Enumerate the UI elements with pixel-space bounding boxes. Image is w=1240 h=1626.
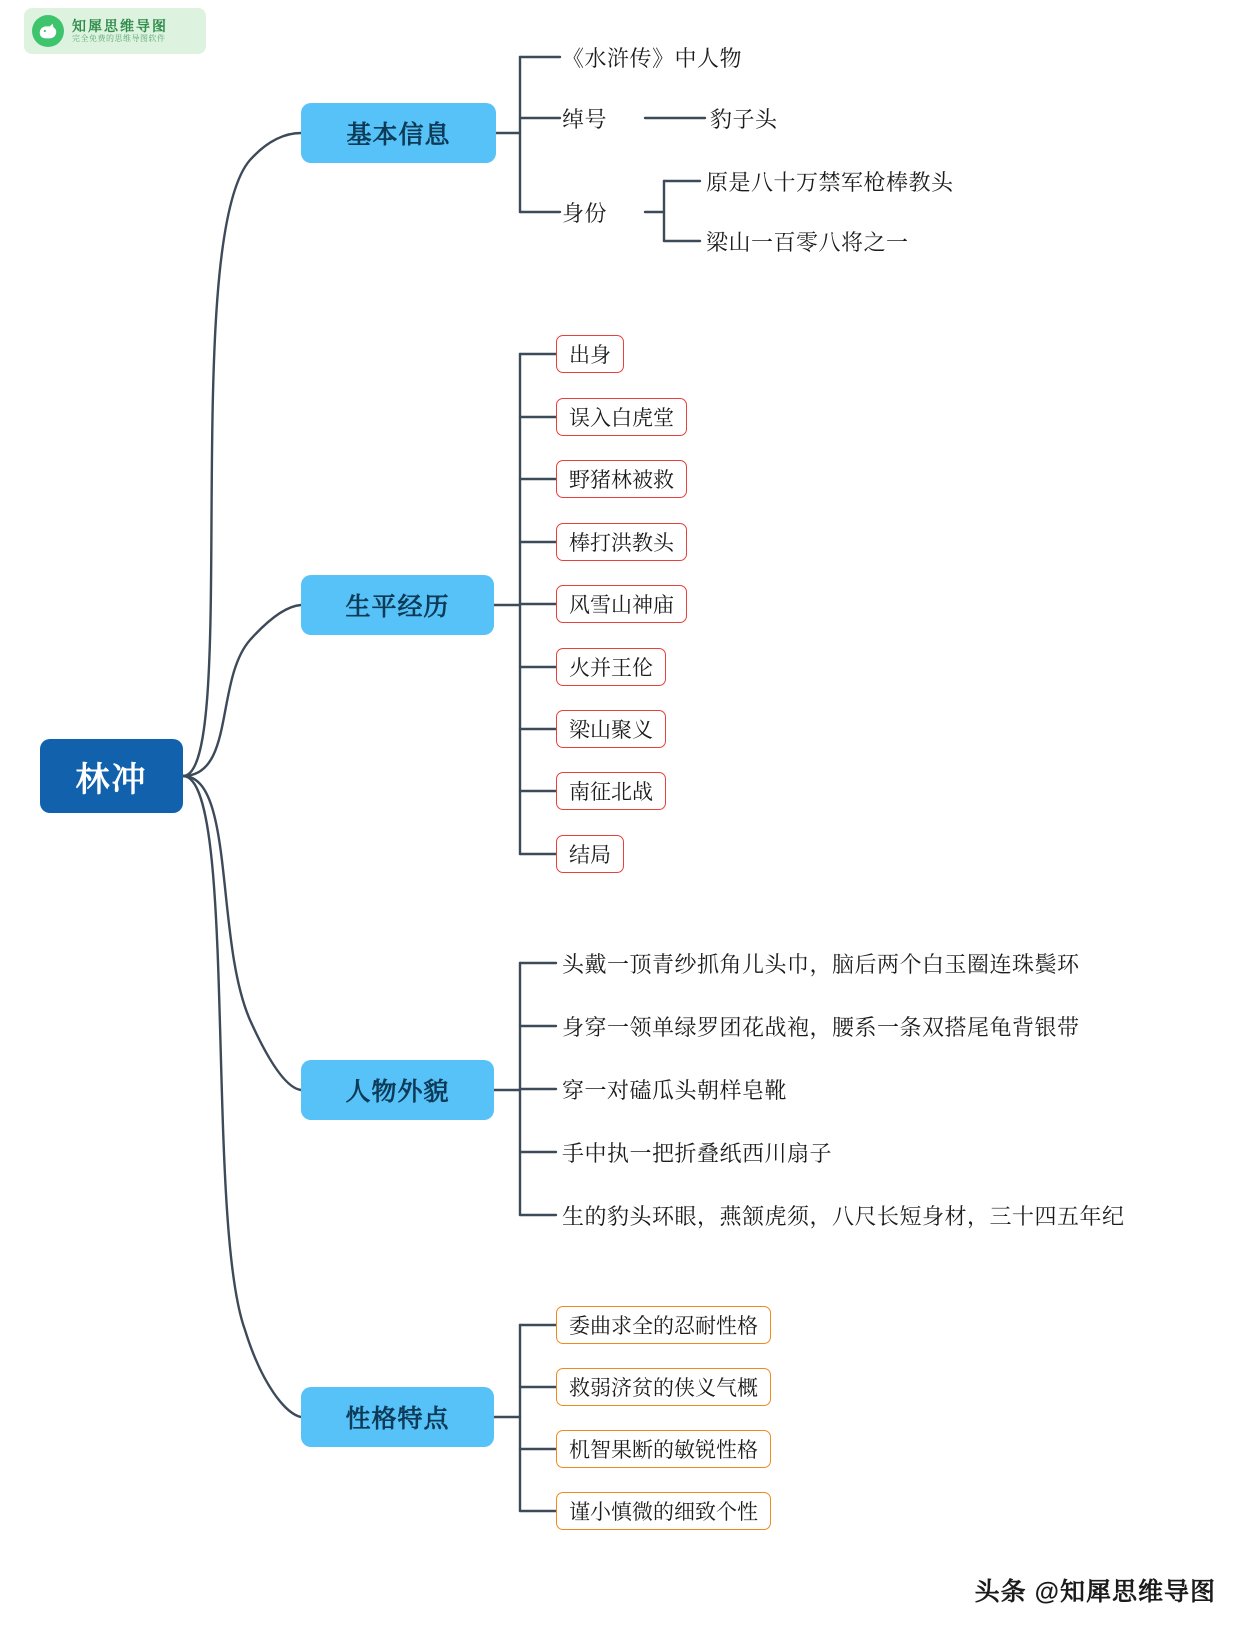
leaf-life-wild-boar-forest[interactable]: 野猪林被救 [556, 460, 687, 498]
logo-title: 知犀思维导图 [72, 18, 168, 35]
leaf-personality-chivalry[interactable]: 救弱济贫的侠义气概 [556, 1368, 771, 1406]
leaf-personality-endurance[interactable]: 委曲求全的忍耐性格 [556, 1306, 771, 1344]
branch-node-personality[interactable]: 性格特点 [301, 1387, 494, 1447]
leaf-identity-label[interactable]: 身份 [562, 200, 608, 226]
leaf-appearance-face[interactable]: 生的豹头环眼，燕颔虎须，八尺长短身材，三十四五年纪 [562, 1203, 1125, 1229]
leaf-personality-decisive[interactable]: 机智果断的敏锐性格 [556, 1430, 771, 1468]
app-logo [24, 8, 206, 54]
leaf-life-origin[interactable]: 出身 [556, 335, 624, 373]
watermark-text: 头条 @知犀思维导图 [974, 1578, 1216, 1606]
logo-subtitle: 完全免费的思维导图软件 [72, 34, 166, 44]
leaf-appearance-fan[interactable]: 手中执一把折叠纸西川扇子 [562, 1140, 833, 1166]
leaf-appearance-boots[interactable]: 穿一对磕瓜头朝样皂靴 [562, 1077, 788, 1103]
branch-node-basic-info[interactable]: 基本信息 [301, 103, 496, 163]
leaf-life-snow-temple[interactable]: 风雪山神庙 [556, 585, 687, 623]
leaf-life-kill-wanglun[interactable]: 火并王伦 [556, 648, 666, 686]
leaf-life-liangshan-gathering[interactable]: 梁山聚义 [556, 710, 666, 748]
leaf-life-campaigns[interactable]: 南征北战 [556, 772, 666, 810]
leaf-life-white-tiger-hall[interactable]: 误入白虎堂 [556, 398, 687, 436]
branch-node-appearance[interactable]: 人物外貌 [301, 1060, 494, 1120]
rhino-icon [32, 15, 64, 47]
leaf-appearance-robe[interactable]: 身穿一领单绿罗团花战袍，腰系一条双搭尾龟背银带 [562, 1014, 1080, 1040]
branch-node-life-experience[interactable]: 生平经历 [301, 575, 494, 635]
leaf-identity-instructor[interactable]: 原是八十万禁军枪棒教头 [706, 169, 954, 195]
root-node[interactable]: 林冲 [40, 739, 183, 813]
leaf-nickname-value[interactable]: 豹子头 [710, 106, 778, 132]
leaf-identity-liangshan[interactable]: 梁山一百零八将之一 [706, 229, 909, 255]
leaf-appearance-headwear[interactable]: 头戴一顶青纱抓角儿头巾，脑后两个白玉圈连珠鬓环 [562, 951, 1080, 977]
leaf-life-beat-hong[interactable]: 棒打洪教头 [556, 523, 687, 561]
leaf-nickname-label[interactable]: 绰号 [562, 106, 608, 132]
leaf-water-margin-character[interactable]: 《水浒传》中人物 [562, 45, 743, 71]
leaf-personality-careful[interactable]: 谨小慎微的细致个性 [556, 1492, 771, 1530]
leaf-life-ending[interactable]: 结局 [556, 835, 624, 873]
